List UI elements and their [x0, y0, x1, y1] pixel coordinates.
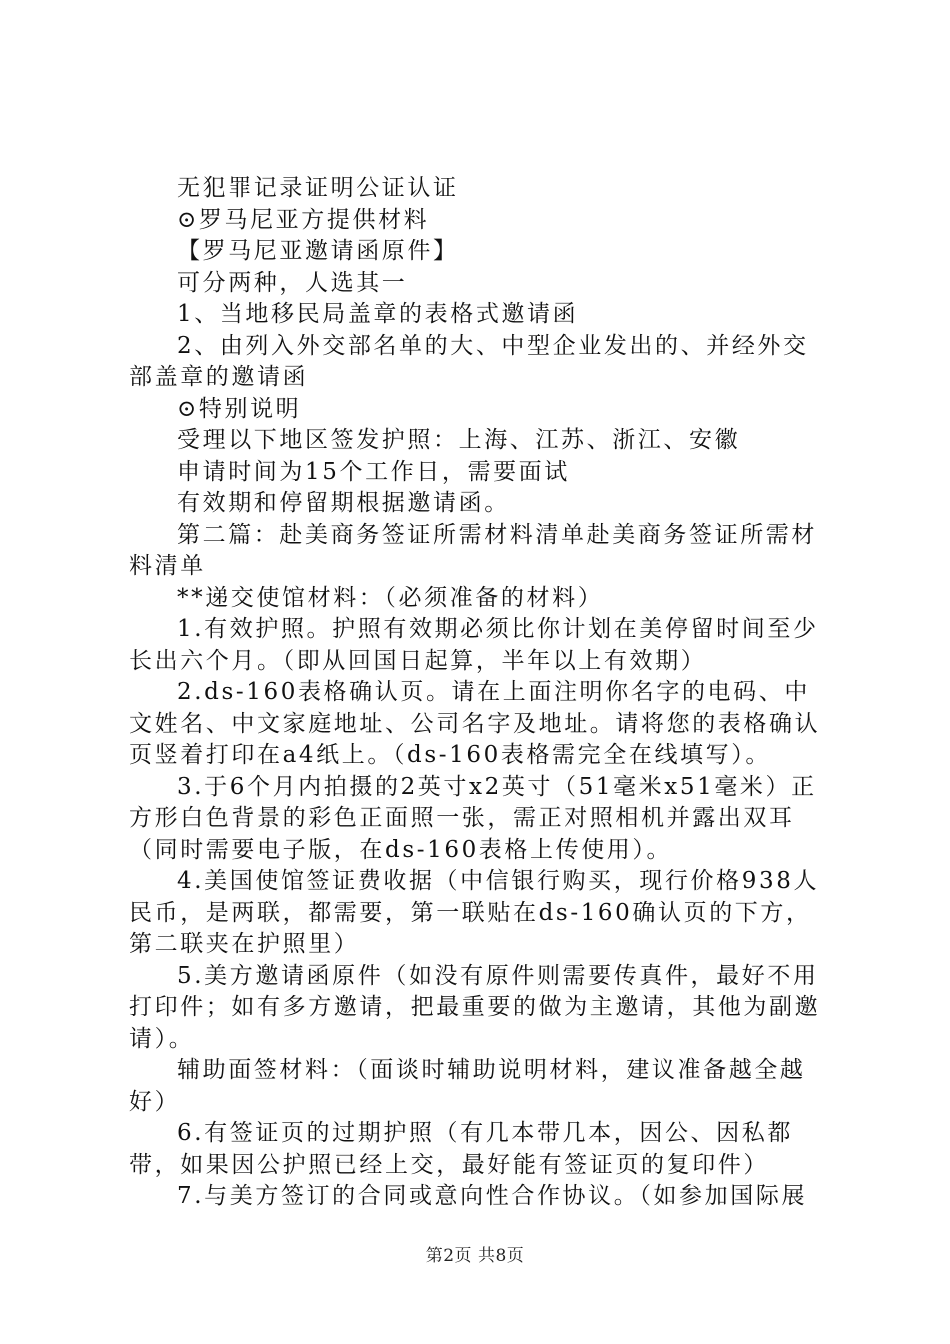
page-footer: 第2页 共8页: [425, 1246, 525, 1266]
document-body: [129, 173, 831, 1213]
subheading-supporting-materials: 辅助面签材料：（面谈时辅助说明材料，建议准备越全越好）: [129, 1057, 806, 1115]
list-item-invitation-letter: 5.美方邀请函原件（如没有原件则需要传真件，最好不用打印件；如有多方邀请，把最重要的做为主邀请，其他为副邀请）。: [129, 962, 821, 1052]
list-item-contract: 7.与美方签订的合同或意向性合作协议。（如参加国际展: [177, 1183, 808, 1209]
list-item-option-1: 1、当地移民局盖章的表格式邀请函: [177, 301, 579, 327]
subheading-invitation-original: 【罗马尼亚邀请函原件】: [177, 238, 459, 264]
list-item-photo: 3.于6个月内拍摄的2英寸x2英寸（51毫米x51毫米）正方形白色背景的彩色正面照一张，需正对照相机并露出双耳（同时需要电子版，在ds-160表格上传使用）。: [129, 773, 817, 863]
subheading-embassy-materials: **递交使馆材料：（必须准备的材料）: [177, 584, 604, 611]
chapter-heading-us-visa: 第二篇：赴美商务签证所需材料清单赴美商务签证所需材料清单: [129, 521, 817, 579]
list-item-expired-passport: 6.有签证页的过期护照（有几本带几本，因公、因私都带，如果因公护照已经上交，最好能有签证页的复印件）: [129, 1120, 793, 1178]
list-item-ds160: 2.ds-160表格确认页。请在上面注明你名字的电码、中文姓名、中文家庭地址、公司名字及地址。请将您的表格确认页竖着打印在a4纸上。（ds-160表格需完全在线填写）。: [129, 679, 821, 768]
section-heading-romania-materials: ⊙罗马尼亚方提供材料: [177, 206, 430, 233]
list-item-fee-receipt: 4.美国使馆签证费收据（中信银行购买，现行价格938人民币，是两联，都需要，第一联贴在ds-160确认页的下方，第二联夹在护照里）: [129, 868, 820, 957]
paragraph-processing-time: 申请时间为15个工作日，需要面试: [177, 458, 570, 485]
paragraph-two-options: 可分两种，人选其一: [177, 269, 408, 296]
section-heading-special-notes: ⊙特别说明: [177, 395, 302, 422]
list-item-option-2: 2、由列入外交部名单的大、中型企业发出的、并经外交部盖章的邀请函: [129, 332, 809, 390]
list-item-passport: 1.有效护照。护照有效期必须比你计划在美停留时间至少长出六个月。（即从回国日起算，半年以上有效期）: [129, 616, 819, 674]
paragraph-regions: 受理以下地区签发护照：上海、江苏、浙江、安徽: [177, 427, 741, 453]
paragraph-criminal-record: 无犯罪记录证明公证认证: [177, 175, 459, 201]
paragraph-validity: 有效期和停留期根据邀请函。: [177, 490, 510, 516]
